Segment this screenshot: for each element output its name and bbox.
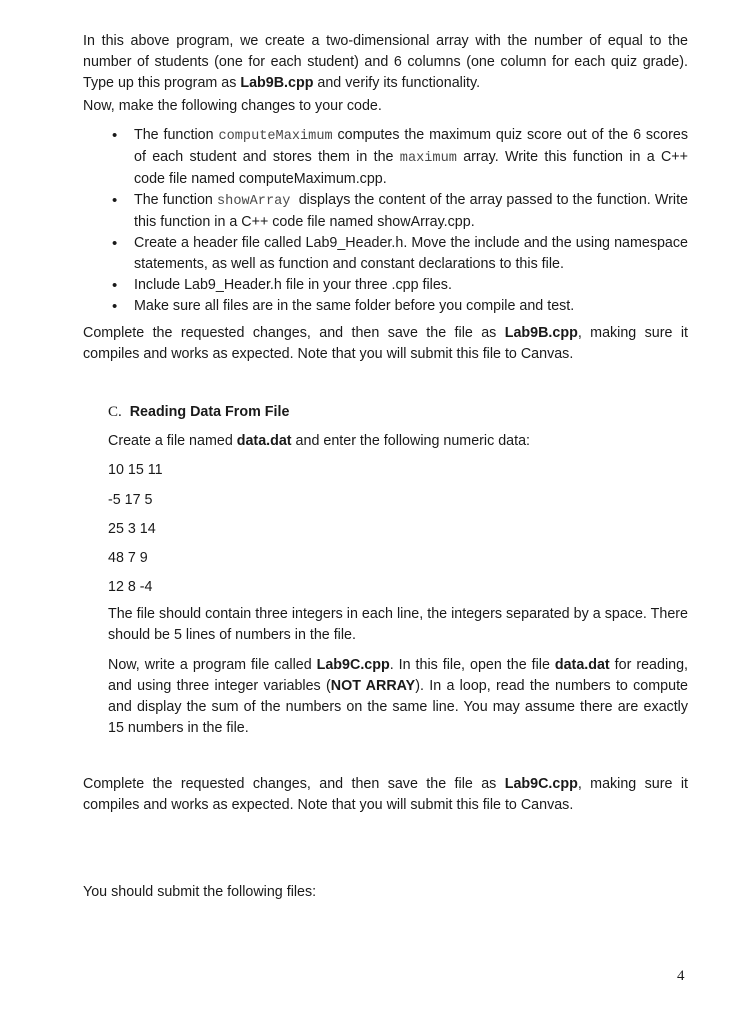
complete-filename: Lab9C.cpp — [504, 776, 578, 792]
create-filename: data.dat — [236, 433, 292, 449]
bullet-text: array. Write this function in a C++ code file named computeMaximum.cpp. — [134, 149, 688, 187]
submit-files-line: You should submit the following files: — [83, 884, 317, 900]
list-item — [112, 190, 692, 233]
intro-filename: Lab9B.cpp — [240, 75, 314, 91]
write-text: Now, write a program file called — [108, 657, 317, 673]
complete-b-paragraph — [83, 323, 688, 365]
write-text: ). In a loop, read the numbers to compute and display the sum of the numbers on the same line. You may assume there are exactly 15 numbers in the file. — [108, 678, 688, 736]
write-text: for reading, and using three integer variables ( — [108, 657, 688, 694]
data-line-5: 12 8 -4 — [108, 579, 153, 595]
section-c-heading — [108, 402, 688, 423]
data-line-4: 48 7 9 — [108, 550, 148, 566]
bullet-text: The function — [134, 192, 217, 208]
page-number: 4 — [677, 968, 685, 984]
create-file-instruction — [108, 431, 688, 452]
data-line-2: -5 17 5 — [108, 492, 153, 508]
section-letter: C. — [108, 404, 122, 420]
complete-text-end: , making sure it compiles and works as expected. Note that you will submit this file to Canvas. — [83, 325, 689, 362]
list-item — [112, 296, 688, 317]
list-item — [112, 275, 688, 296]
data-line-1: 10 15 11 — [108, 462, 163, 478]
intro-paragraph — [83, 31, 688, 94]
complete-text-end: , making sure it compiles and works as expected. Note that you will submit this file to Canvas. — [83, 776, 689, 813]
write-datafile: data.dat — [554, 657, 610, 673]
bullet-text: The function — [134, 127, 219, 143]
complete-text: Complete the requested changes, and then save the file as — [83, 325, 505, 341]
write-filename: Lab9C.cpp — [316, 657, 390, 673]
code-show-array: showArray — [217, 194, 291, 209]
changes-list — [112, 125, 692, 317]
complete-filename: Lab9B.cpp — [504, 325, 578, 341]
bullet-text: computes the maximum quiz score out of the 6 scores of each student and stores them in the — [134, 127, 688, 165]
not-array-emphasis: NOT ARRAY — [330, 678, 416, 694]
changes-intro: Now, make the following changes to your code. — [83, 98, 382, 114]
complete-text: Complete the requested changes, and then save the file as — [83, 776, 505, 792]
bullet-text: displays the content of the array passed to the function. Write this function in a C++ code file named showArray.cpp. — [134, 192, 692, 230]
write-text: . In this file, open the file — [389, 657, 555, 673]
bullet-text: Create a header file called Lab9_Header.h. Move the include and the using namespace statements, as well as function and constant declarations to this file. — [134, 235, 688, 272]
intro-text-end: and verify its functionality. — [313, 75, 481, 91]
code-compute-maximum: computeMaximum — [218, 129, 333, 144]
list-item — [112, 125, 688, 190]
bullet-text: Include Lab9_Header.h file in your three .cpp files. — [134, 277, 452, 293]
intro-text: In this above program, we create a two-dimensional array with the number of equal to the number of students (one for each student) and 6 columns (one column for each quiz grade). Type up this program as — [83, 33, 688, 91]
bullet-text: Make sure all files are in the same folder before you compile and test. — [134, 298, 575, 314]
create-text: Create a file named — [108, 433, 237, 449]
list-item — [112, 233, 688, 275]
create-text-end: and enter the following numeric data: — [291, 433, 531, 449]
data-line-3: 25 3 14 — [108, 521, 156, 537]
code-maximum: maximum — [399, 151, 457, 166]
file-contents-note: The file should contain three integers in each line, the integers separated by a space. There should be 5 lines of numbers in the file. — [108, 606, 688, 643]
complete-c-paragraph — [83, 774, 688, 816]
section-title: Reading Data From File — [129, 404, 290, 420]
write-program-paragraph — [108, 655, 688, 739]
